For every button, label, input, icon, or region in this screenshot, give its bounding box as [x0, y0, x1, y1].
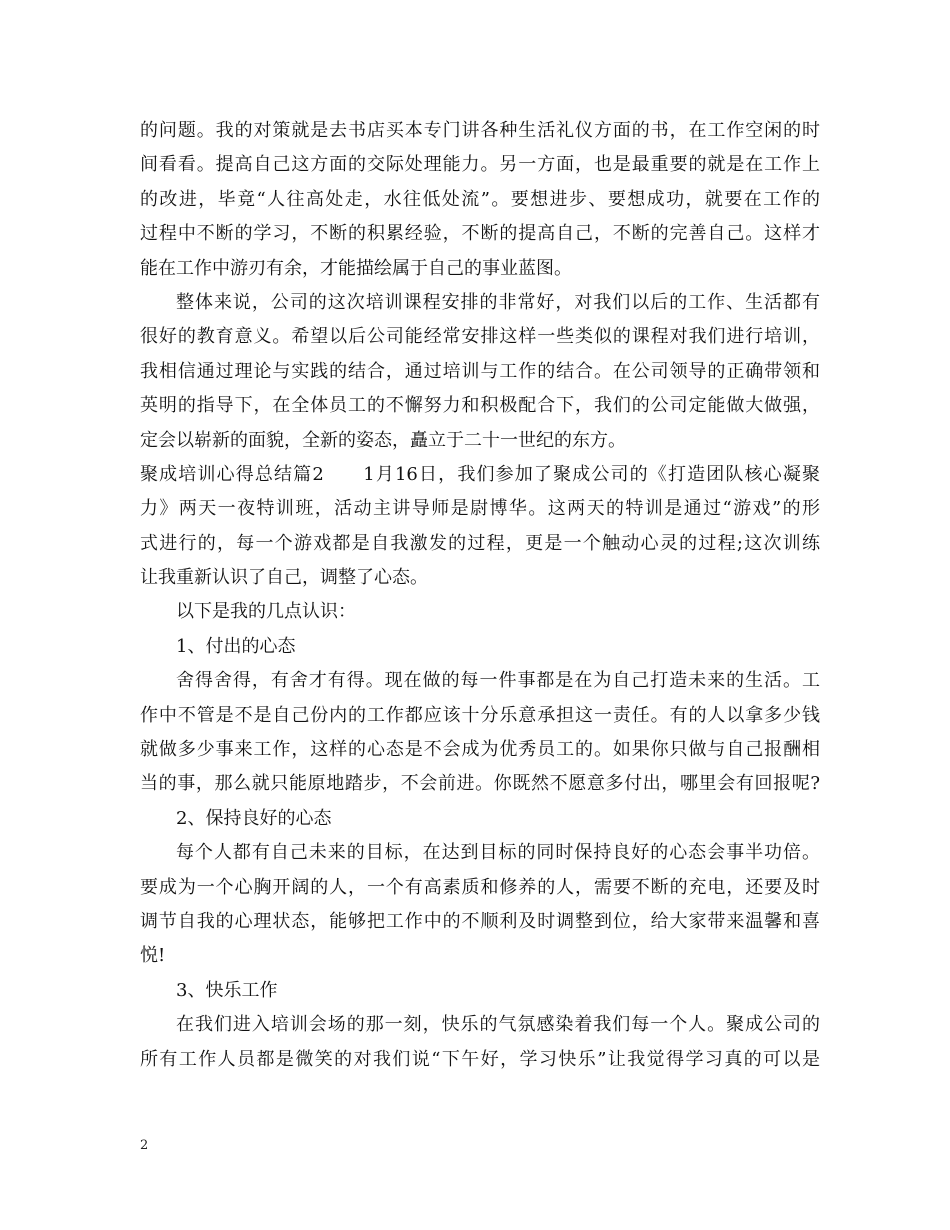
text-line: 定会以崭新的面貌，全新的姿态，矗立于二十一世纪的东方。 [140, 429, 626, 451]
text-line: 的改进，毕竟“人往高处走，水往低处流”。要想进步、要想成功，就要在工作的 [140, 188, 820, 210]
text-line: 英明的指导下，在全体员工的不懈努力和积极配合下，我们的公司定能做大做强， [140, 395, 820, 417]
text-line: 在我们进入培训会场的那一刻，快乐的气氛感染着我们每一个人。聚成公司的 [176, 1014, 820, 1036]
subheading: 3、快乐工作 [176, 979, 278, 1001]
text-line: 力》两天一夜特训班，活动主讲导师是尉博华。这两天的特训是通过“游戏”的形 [140, 498, 820, 520]
text-line: 所有工作人员都是微笑的对我们说“下午好，学习快乐”让我觉得学习真的可以是 [140, 1048, 820, 1070]
text-line: 调节自我的心理状态，能够把工作中的不顺利及时调整到位，给大家带来温馨和喜 [140, 910, 820, 932]
text-line: 舍得舍得，有舍才有得。现在做的每一件事都是在为自己打造未来的生活。工 [176, 670, 820, 692]
text-line: 式进行的，每一个游戏都是自我激发的过程，更是一个触动心灵的过程;这次训练 [140, 532, 820, 554]
text-line: 整体来说，公司的这次培训课程安排的非常好，对我们以后的工作、生活都有 [176, 291, 820, 313]
text-line: 让我重新认识了自己，调整了心态。 [140, 567, 428, 589]
text-line: 作中不管是不是自己份内的工作都应该十分乐意承担这一责任。有的人以拿多少钱 [140, 704, 820, 726]
subheading: 1、付出的心态 [176, 635, 296, 657]
text-line: 每个人都有自己未来的目标，在达到目标的同时保持良好的心态会事半功倍。 [176, 842, 820, 864]
subheading: 2、保持良好的心态 [176, 807, 332, 829]
text-line: 要成为一个心胸开阔的人，一个有高素质和修养的人，需要不断的充电，还要及时 [140, 876, 820, 898]
text-line: 悦! [140, 945, 166, 967]
text-line: 以下是我的几点认识： [176, 601, 356, 623]
document-body [140, 114, 820, 1077]
text-line: 就做多少事来工作，这样的心态是不会成为优秀员工的。如果你只做与自己报酬相 [140, 739, 820, 761]
section-heading-line: 聚成培训心得总结篇2 1月16日，我们参加了聚成公司的《打造团队核心凝聚 [140, 463, 820, 485]
text-line: 间看看。提高自己这方面的交际处理能力。另一方面，也是最重要的就是在工作上 [140, 154, 820, 176]
text-line: 当的事，那么就只能原地踏步，不会前进。你既然不愿意多付出，哪里会有回报呢? [140, 773, 820, 795]
text-line: 很好的教育意义。希望以后公司能经常安排这样一些类似的课程对我们进行培训， [140, 326, 820, 348]
page-number: 2 [140, 1138, 149, 1153]
text-line: 我相信通过理论与实践的结合，通过培训与工作的结合。在公司领导的正确带领和 [140, 360, 820, 382]
text-line: 能在工作中游刃有余，才能描绘属于自己的事业蓝图。 [140, 257, 572, 279]
text-line: 过程中不断的学习，不断的积累经验，不断的提高自己，不断的完善自己。这样才 [140, 223, 820, 245]
text-line: 的问题。我的对策就是去书店买本专门讲各种生活礼仪方面的书，在工作空闲的时 [140, 120, 820, 141]
